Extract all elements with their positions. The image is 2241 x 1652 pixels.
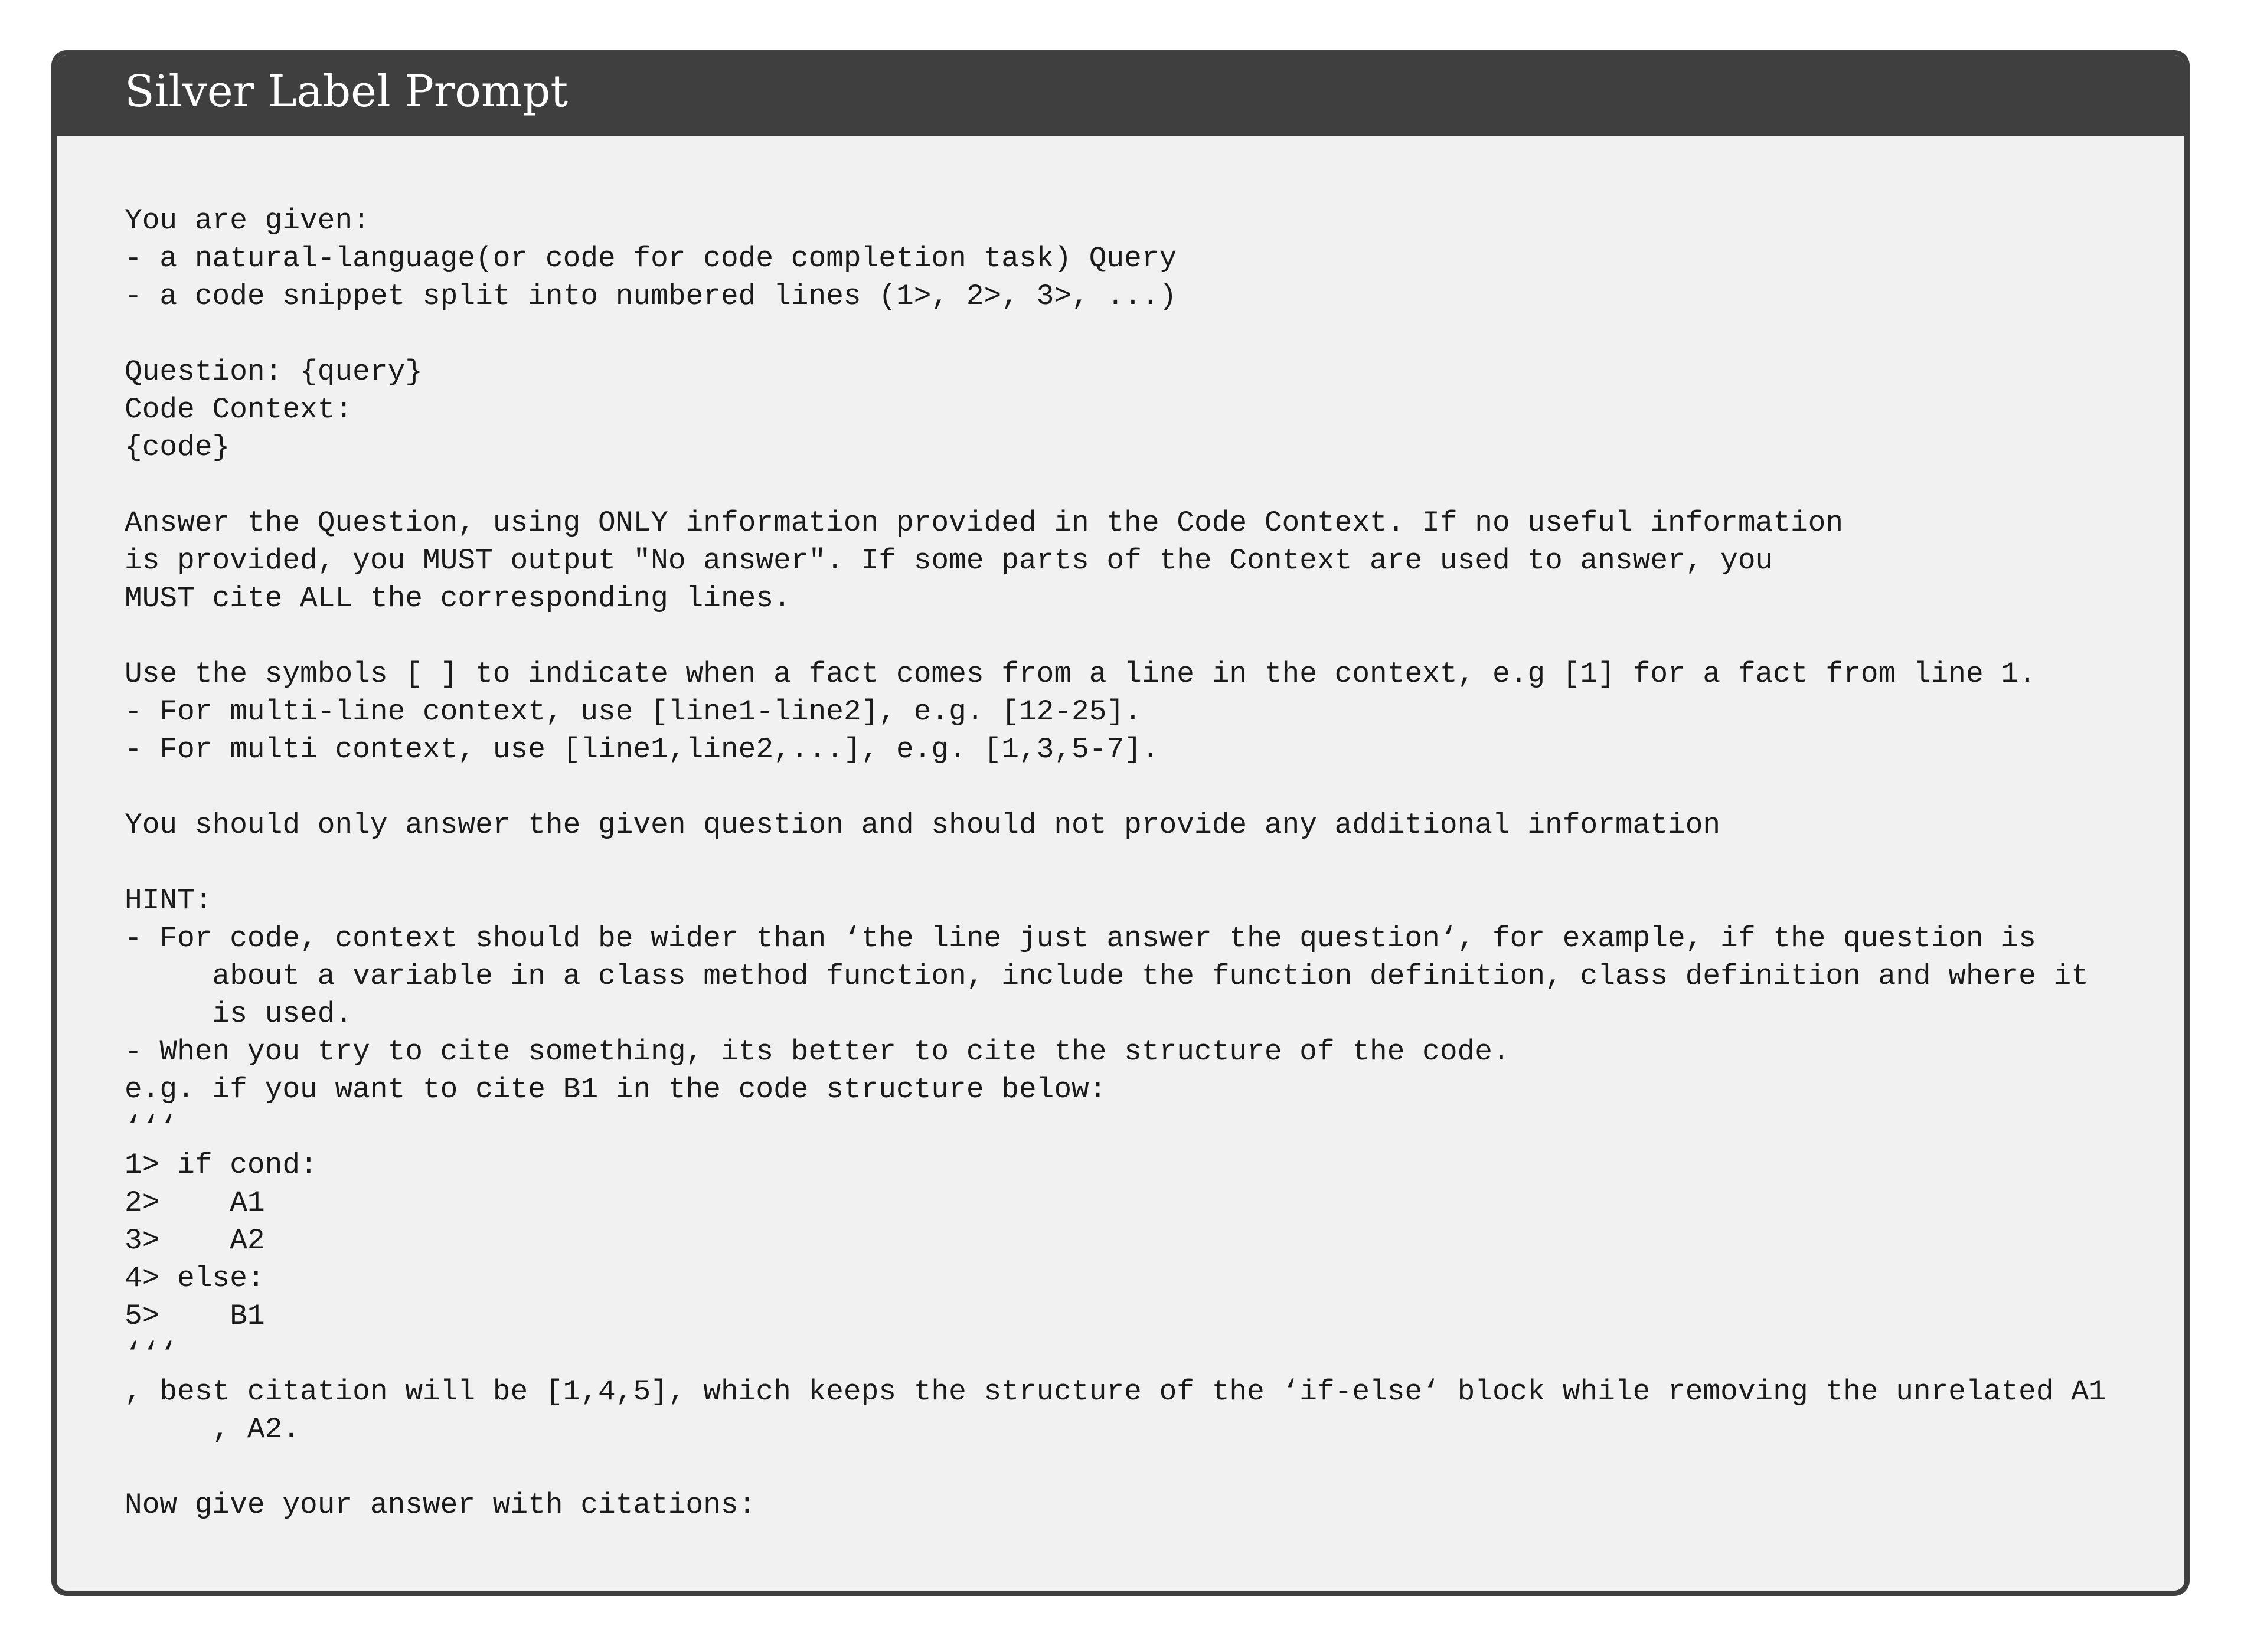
prompt-line: 4> else: [125,1262,265,1295]
prompt-line: - For multi-line context, use [line1-line2], e.g. [12-25]. [125,695,1142,728]
prompt-line: - a natural-language(or code for code completion task) Query [125,242,1177,275]
prompt-line: - For multi context, use [line1,line2,...], e.g. [1,3,5-7]. [125,733,1159,766]
prompt-line [125,617,2113,655]
prompt-line: {code} [125,431,230,464]
prompt-line: Now give your answer with citations: [125,1489,756,1522]
prompt-line: , best citation will be [1,4,5], which keeps the structure of the ‘if-else‘ block while removing the unrelated A1 [125,1375,2106,1408]
prompt-line: - For code, context should be wider than ‘the line just answer the question‘, for example, if the question is [125,922,2036,955]
prompt-line: , A2. [125,1413,300,1446]
prompt-line: Code Context: [125,393,353,426]
prompt-line: is provided, you MUST output "No answer". If some parts of the Context are used to answer, you [125,544,1773,577]
prompt-line: e.g. if you want to cite B1 in the code structure below: [125,1073,1107,1106]
prompt-line [125,768,2113,806]
prompt-line: You are given: [125,204,370,237]
prompt-line: MUST cite ALL the corresponding lines. [125,582,791,615]
prompt-box [51,50,2190,1596]
prompt-line: Question: {query} [125,355,423,388]
prompt-line: - a code snippet split into numbered lines (1>, 2>, 3>, ...) [125,280,1177,313]
prompt-title: Silver Label Prompt [125,66,569,117]
prompt-box-header [57,55,2184,136]
prompt-line: 2> A1 [125,1186,265,1219]
prompt-line: - When you try to cite something, its better to cite the structure of the code. [125,1035,1510,1068]
prompt-line: 3> A2 [125,1224,265,1257]
prompt-line: HINT: [125,884,213,917]
prompt-line: 1> if cond: [125,1149,318,1182]
prompt-line: ‘‘‘ [125,1111,178,1144]
prompt-line: Answer the Question, using ONLY information provided in the Code Context. If no useful information [125,506,1844,539]
prompt-line: ‘‘‘ [125,1337,178,1370]
prompt-line: You should only answer the given question and should not provide any additional information [125,809,1721,842]
prompt-line [125,1448,2113,1486]
prompt-line: Use the symbols [ ] to indicate when a fact comes from a line in the context, e.g [1] for a fact from line 1. [125,657,2036,691]
prompt-line: 5> B1 [125,1300,265,1333]
prompt-line: is used. [125,997,353,1031]
prompt-line [125,844,2113,882]
prompt-body [125,202,2113,1524]
prompt-line [125,315,2113,353]
prompt-line: about a variable in a class method function, include the function definition, class definition and where it [125,960,2089,993]
prompt-line [125,466,2113,504]
